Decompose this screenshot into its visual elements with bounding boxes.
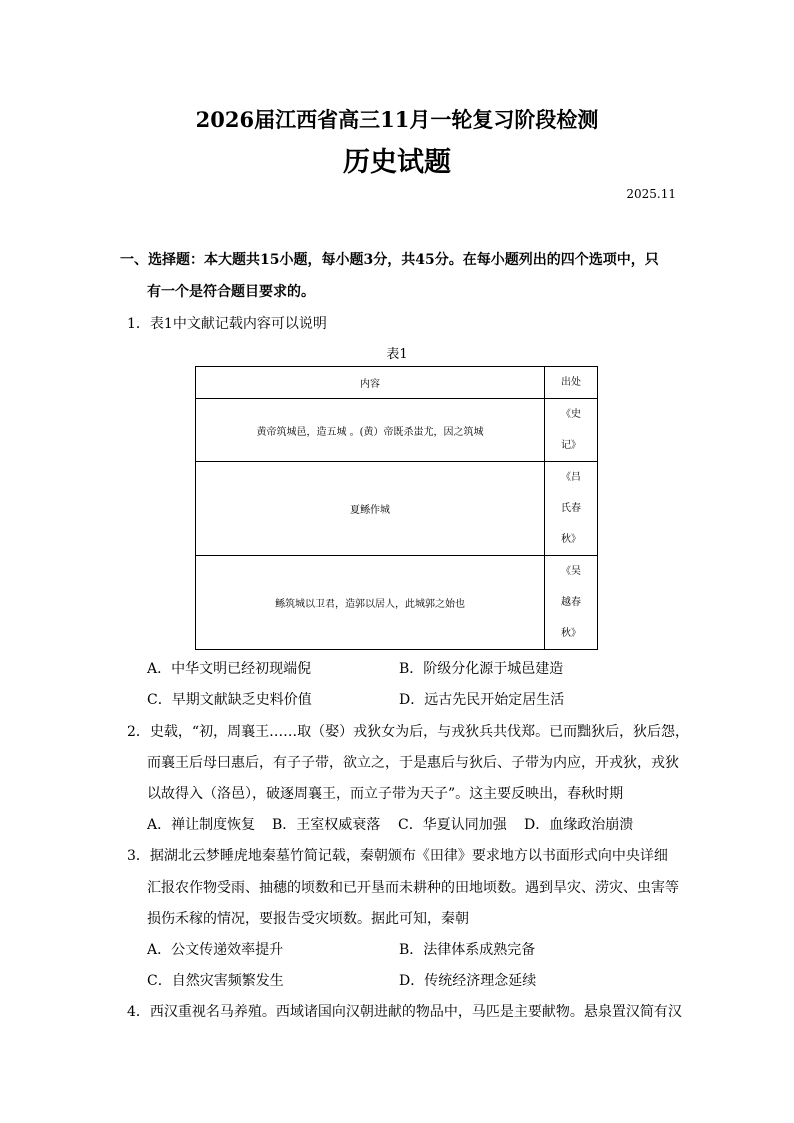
table-header-source: 出处 bbox=[545, 367, 598, 399]
q1-option-b: B．阶级分化源于城邑建造 bbox=[399, 661, 564, 677]
q3-option-a: A．公文传递效率提升 bbox=[147, 942, 284, 958]
q3-line-2: 汇报农作物受雨、抽穗的顷数和已开垦而未耕种的田地顷数。遇到旱灾、涝灾、虫害等 bbox=[147, 880, 679, 896]
table-cell-content: 黄帝筑城邑，造五城 。(黄）帝既杀蚩尤，因之筑城 bbox=[196, 399, 545, 462]
q3-option-d: D．传统经济理念延续 bbox=[399, 973, 537, 989]
q3-line-3: 损伤禾稼的情况，要报告受灾顷数。据此可知，秦朝 bbox=[147, 911, 469, 927]
q1-table bbox=[195, 366, 598, 650]
table-header-content: 内容 bbox=[196, 367, 545, 399]
section-heading-line-1: 一、选择题：本大题共15小题，每小题3分，共45分。在每小题列出的四个选项中，只 bbox=[120, 252, 659, 268]
q1-table-caption: 表1 bbox=[386, 347, 408, 362]
q3-option-b: B．法律体系成熟完备 bbox=[399, 942, 536, 958]
q2-option-c: C．华夏认同加强 bbox=[398, 817, 507, 833]
q2-line-3: 以故得入（洛邑），破逐周襄王，而立子带为天子”。这主要反映出，春秋时期 bbox=[147, 786, 624, 802]
q1-stem: 1．表1中文献记载内容可以说明 bbox=[127, 316, 327, 332]
table-cell-content: 鲧筑城以卫君，造郭以居人，此城郭之始也 bbox=[196, 556, 545, 650]
table-cell-source: 《吕 氏春 秋》 bbox=[545, 462, 598, 556]
table-cell-source: 《史 记》 bbox=[545, 399, 598, 462]
q4-line-1: 4．西汉重视名马养殖。西域诸国向汉朝进献的物品中，马匹是主要献物。悬泉置汉简有汉 bbox=[127, 1004, 682, 1020]
q3-option-c: C．自然灾害频繁发生 bbox=[147, 973, 284, 989]
q1-option-c: C．早期文献缺乏史料价值 bbox=[147, 692, 312, 708]
exam-subtitle: 历史试题 bbox=[343, 147, 451, 178]
table-cell-source: 《吴 越春 秋》 bbox=[545, 556, 598, 650]
exam-date: 2025.11 bbox=[626, 187, 676, 201]
q1-option-d: D．远古先民开始定居生活 bbox=[399, 692, 565, 708]
q1-option-a: A．中华文明已经初现端倪 bbox=[147, 661, 312, 677]
exam-title: 2026届江西省高三11月一轮复习阶段检测 bbox=[195, 107, 599, 132]
table-row bbox=[196, 462, 598, 556]
q2-line-2: 而襄王后母曰惠后，有子子带，欲立之，于是惠后与狄后、子带为内应，开戎狄，戎狄 bbox=[147, 755, 679, 771]
q2-option-b: B．王室权威衰落 bbox=[272, 817, 381, 833]
q2-line-1: 2．史载，“初，周襄王……取（娶）戎狄女为后，与戎狄兵共伐郑。已而黜狄后，狄后怨， bbox=[127, 724, 690, 740]
table-row bbox=[196, 399, 598, 462]
q2-option-a: A．禅让制度恢复 bbox=[147, 817, 256, 833]
table-cell-content: 夏鲧作城 bbox=[196, 462, 545, 556]
table-row bbox=[196, 556, 598, 650]
q2-option-d: D．血缘政治崩溃 bbox=[524, 817, 634, 833]
q3-line-1: 3．据湖北云梦睡虎地秦墓竹简记载，秦朝颁布《田律》要求地方以书面形式向中央详细 bbox=[127, 848, 668, 864]
section-heading-line-2: 有一个是符合题目要求的。 bbox=[147, 284, 315, 300]
